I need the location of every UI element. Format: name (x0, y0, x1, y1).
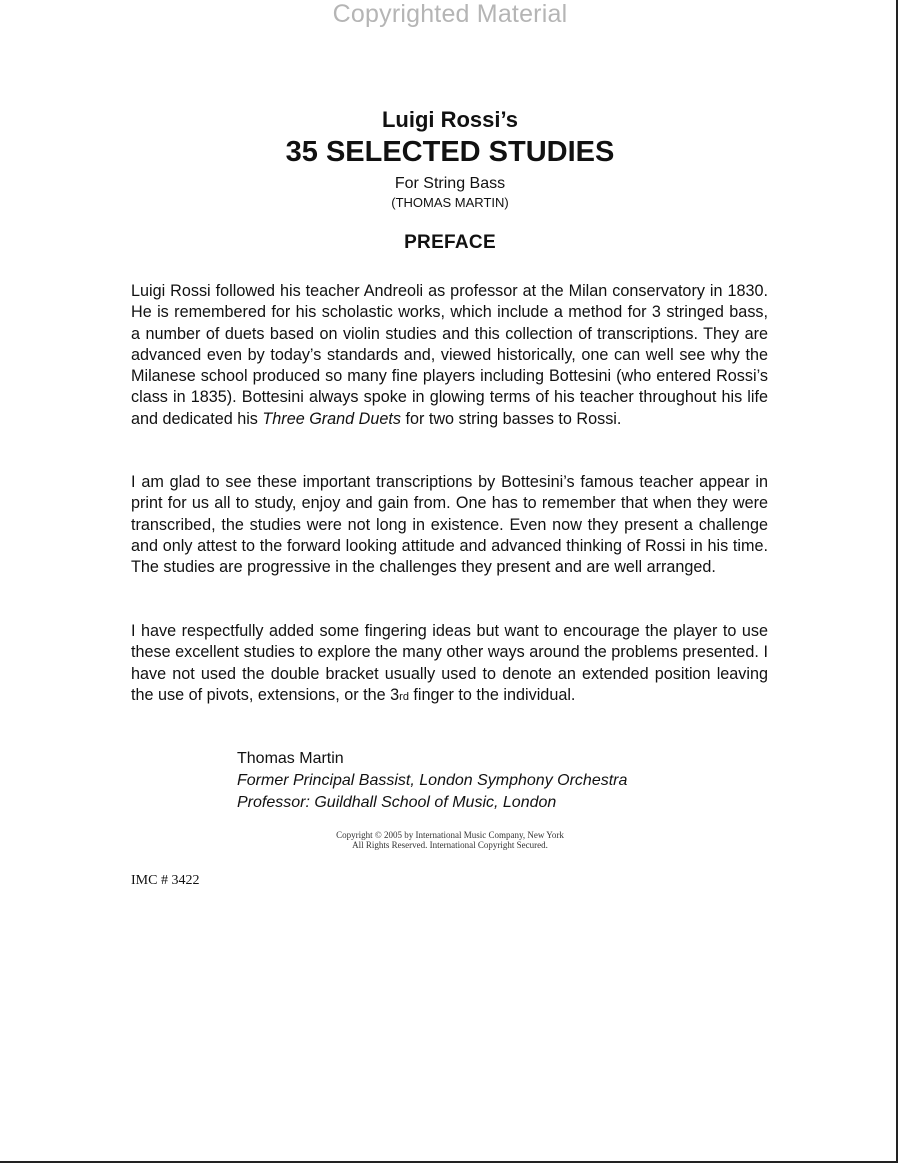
copyright-watermark: Copyrighted Material (332, 0, 568, 28)
signature-role-1: Former Principal Bassist, London Symphony Orchestra (237, 772, 628, 789)
copyright-line-2: All Rights Reserved. International Copyright Secured. (352, 840, 548, 850)
catalog-number: IMC # 3422 (131, 873, 200, 888)
preface-paragraph-3 (131, 621, 768, 708)
paragraph-1-text-end: for two string basses to Rossi. (400, 409, 622, 428)
signature-block (237, 748, 627, 814)
instrument-line: For String Bass (394, 175, 506, 192)
copyright-line-1: Copyright © 2005 by International Music Company, New York (336, 830, 564, 840)
title-block (0, 106, 900, 212)
preface-paragraph-1 (131, 281, 768, 430)
signature-name: Thomas Martin (237, 750, 344, 767)
author-line: Luigi Rossi’s (381, 107, 519, 132)
preface-heading: PREFACE (404, 232, 496, 253)
arranger-line: (THOMAS MARTIN) (391, 195, 509, 210)
paragraph-1-italic-title: Three Grand Duets (262, 409, 401, 428)
ordinal-suffix: rd (399, 690, 409, 703)
signature-role-2: Professor: Guildhall School of Music, London (237, 794, 557, 811)
paragraph-1-text: Luigi Rossi followed his teacher Andreoli as professor at the Milan conservatory in 1830. He is remembered for his scholastic works, which include a method for 3 stringed bass, a number of duets based on violin studies and this collection of transcriptions. They are advanced even by today’s standards and, viewed historically, one can well see why the Milanese school produced so many fine players including Bottesini (who entered Rossi’s class in 1835). Bottesini always spoke in glowing terms of his teacher throughout his life and dedicated his (131, 282, 768, 428)
paragraph-3-text-end: finger to the individual. (408, 685, 576, 704)
copyright-notice (0, 830, 900, 850)
preface-paragraph-2: I am glad to see these important transcriptions by Bottesini’s famous teacher appear in print for us all to study, enjoy and gain from. One has to remember that when they were transcribed, the studies were not long in existence. Even now they present a challenge and only attest to the forward looking attitude and advanced thinking of Rossi in his time. The studies are progressive in the challenges they present and are well arranged. (131, 473, 768, 577)
page-title: 35 SELECTED STUDIES (285, 136, 615, 168)
paragraph-3-text: I have respectfully added some fingering ideas but want to encourage the player to use these excellent studies to explore the many other ways around the problems presented. I have not used the double bracket usually used to denote an extended position leaving the use of pivots, extensions, or the 3 (131, 622, 768, 704)
